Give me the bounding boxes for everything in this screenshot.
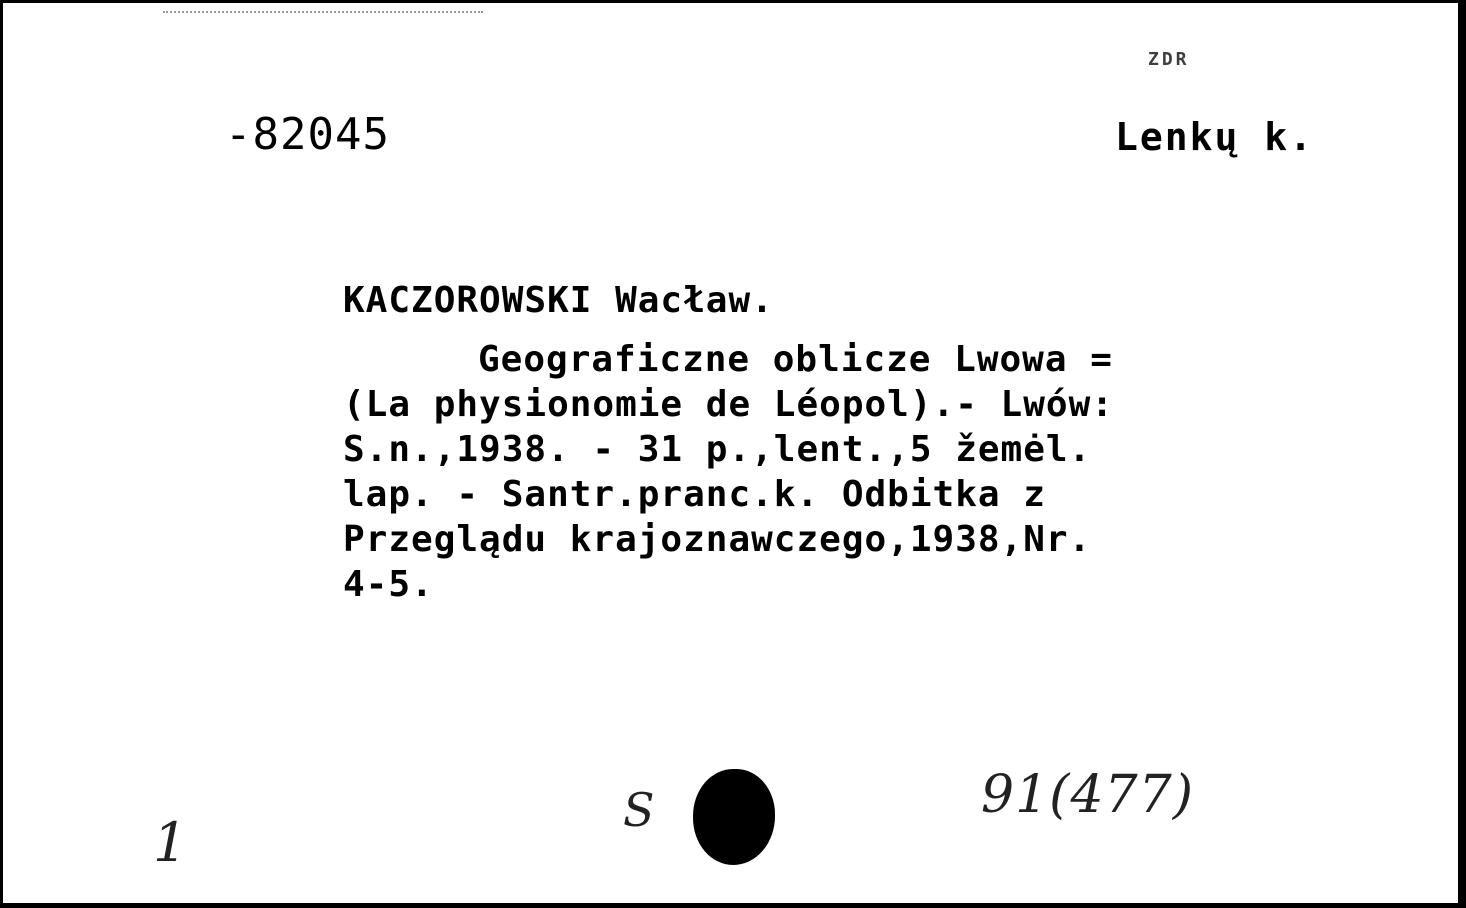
top-edge-marks xyxy=(163,11,483,27)
author-heading: KACZOROWSKI Wacław. xyxy=(343,280,774,321)
description-line: 4-5. xyxy=(343,564,434,605)
handwritten-s-mark: S xyxy=(623,783,655,837)
language-class-mark: Lenkų k. xyxy=(1115,115,1315,159)
description-line: Geograficzne oblicze Lwowa = xyxy=(478,339,1113,380)
handwritten-shelf-mark: 91(477) xyxy=(981,765,1194,825)
description-line: Przeglądu krajoznawczego,1938,Nr. xyxy=(343,519,1092,560)
bibliographic-entry xyxy=(343,281,1403,607)
catalog-card xyxy=(3,3,1462,903)
ink-blot xyxy=(693,769,775,865)
accession-number: -82045 xyxy=(225,109,390,160)
description-line: (La physionomie de Léopol).- Lwów: xyxy=(343,384,1114,425)
handwritten-number: 1 xyxy=(153,811,188,874)
description-line: lap. - Santr.pranc.k. Odbitka z xyxy=(343,474,1046,515)
library-stamp: ZDR xyxy=(1148,49,1190,70)
description-block xyxy=(343,337,1403,607)
description-line: S.n.,1938. - 31 p.,lent.,5 žemėl. xyxy=(343,429,1092,470)
